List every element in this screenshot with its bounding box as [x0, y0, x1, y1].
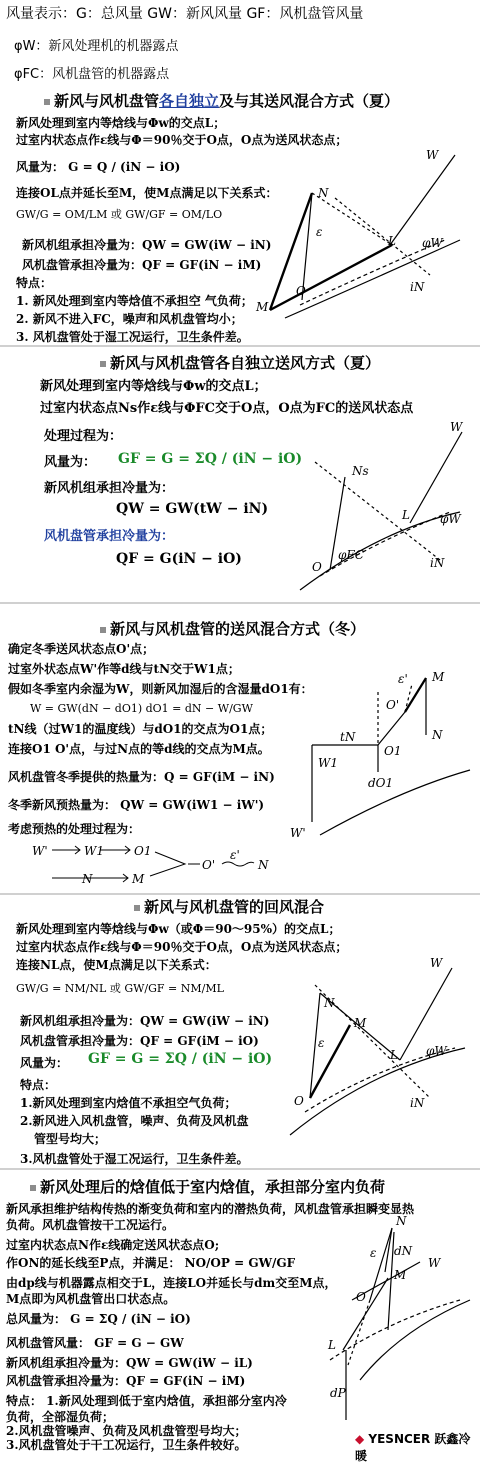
s4-label-L: L	[390, 1048, 398, 1062]
s1-line-3: 风量为： G = Q / (iN − iO)	[16, 160, 181, 174]
legend-line-2: φW：新风处理机的机器露点	[14, 39, 179, 54]
s5-line-4: 作ON的延长线至P点，并满足： NO/OP = GW/GF	[6, 1256, 296, 1270]
s3-label-epsp: ε'	[398, 672, 408, 686]
s4-label-W: W	[430, 956, 443, 970]
s5-curve	[360, 1300, 470, 1380]
s2-line-2: 过室内状态点Ns作ε线与ΦFC交于O点，O点为FC的送风状态点	[40, 401, 414, 416]
s4-line-12: 3.风机盘管处于湿工况运行，卫生条件差。	[20, 1152, 249, 1166]
flow-N: N	[82, 872, 93, 886]
s5-label-N: N	[396, 1214, 407, 1228]
s4-line-10: 2.新风进入风机盘管，噪声、负荷及风机盘	[20, 1114, 249, 1128]
s4-line-11: 管型号均大；	[34, 1132, 107, 1146]
s2-label-L: L	[402, 508, 410, 522]
flow-W1: W1	[84, 844, 104, 858]
s1-line-8: 特点：	[16, 276, 53, 290]
s2-line-4b: GF = G = ΣQ / (iN − iO)	[118, 451, 303, 467]
s5-line-6: M点即为风机盘管出口状态点。	[6, 1292, 176, 1306]
s5-line-ML	[343, 1278, 388, 1350]
s3-line-5: tN线（过W1的温度线）与dO1的交点为O1点；	[8, 722, 273, 736]
s2-line-1: 新风处理到室内等焓线与Φw的交点L；	[40, 379, 267, 394]
s5-line-OP	[348, 1300, 370, 1365]
s3-line-2: 过室外状态点W'作等d线与tN交于W1点；	[8, 662, 240, 676]
s2-label-O: O	[312, 560, 322, 574]
section-1-title-b[interactable]: 各自独立	[159, 92, 220, 110]
brand-logo: ◆ YESNCER 跃鑫冷暖	[355, 1432, 471, 1463]
s1-line-7: 风机盘管承担冷量为：QF = GF(iN − iM)	[22, 258, 262, 272]
section-2-title: 新风与风机盘管各自独立送风方式（夏）	[100, 354, 380, 372]
legend-line-3: φFC：风机盘管的机器露点	[14, 67, 170, 82]
s4-line-6: 风机盘管承担冷量为：QF = GF(iM − iO)	[20, 1034, 259, 1048]
s5-line-11: 特点： 1.新风处理到低于室内焓值，承担部分室内冷	[6, 1394, 287, 1408]
s3-line-7: 风机盘管冬季提供的热量为：Q = GF(iM − iN)	[8, 770, 275, 784]
s4-line-4: GW/G = NM/NL 或 GW/GF = NM/ML	[16, 982, 224, 995]
s1-line-11: 3. 风机盘管处于湿工况运行，卫生条件差。	[16, 330, 249, 344]
s4-label-eps: ε	[318, 1036, 325, 1050]
flow-Nend: N	[258, 858, 269, 872]
s3-label-Wp: W'	[290, 826, 306, 840]
s2-line-8: QF = G(iN − iO)	[116, 551, 242, 567]
s4-line-9: 1.新风处理到室内焓值不承担空气负荷；	[20, 1096, 237, 1110]
s1-line-6: 新风机组承担冷量为：QW = GW(iW − iN)	[22, 238, 272, 252]
s5-line-8: 风机盘管风量： GF = G − GW	[6, 1336, 184, 1350]
section-5-title: 新风处理后的焓值低于室内焓值，承担部分室内负荷	[30, 1178, 385, 1196]
s5-label-W: W	[428, 1256, 441, 1270]
s3-line-8: 冬季新风预热量为： QW = GW(iW1 − iW')	[8, 798, 265, 812]
section-1-title-c: 及与其送风混合方式（夏）	[219, 92, 400, 110]
flow-Op: O'	[202, 858, 216, 872]
s1-label-O: O	[296, 284, 306, 298]
s3-label-tN: tN	[340, 730, 356, 744]
s5-label-O: O	[356, 1290, 366, 1304]
s5-line-2: 负荷。风机盘管按干工况运行。	[6, 1218, 175, 1232]
s1-label-phiw: φW	[422, 236, 443, 250]
s1-line-9: 1. 新风处理到室内等焓值不承担空 气负荷；	[16, 294, 253, 308]
s4-label-iN: iN	[410, 1096, 425, 1110]
s2-line-6: QW = GW(tW − iN)	[116, 501, 269, 517]
s1-line-2: 过室内状态点作ε线与Φ＝90％交于O点，O点为送风状态点；	[16, 133, 348, 147]
s4-label-O: O	[294, 1094, 304, 1108]
s5-line-9: 新风机组承担冷量为：QW = GW(iW − iL)	[6, 1356, 253, 1370]
s1-label-W: W	[426, 148, 439, 162]
s5-line-N	[385, 1228, 392, 1272]
s4-label-phiw: φW	[426, 1044, 447, 1058]
s3-label-N: N	[432, 728, 443, 742]
s2-label-phiw: φW	[440, 512, 461, 526]
logo-mark-icon: ◆	[355, 1432, 365, 1446]
s2-label-Ns: Ns	[352, 464, 369, 478]
s5-line-1: 新风承担维护结构传热的渐变负荷和室内的潜热负荷，风机盘管承担瞬变显热	[6, 1202, 415, 1216]
s1-label-L: L	[388, 234, 396, 248]
flow-M: M	[132, 872, 145, 886]
s2-label-W: W	[450, 420, 463, 434]
s4-line-7a: 风量为：	[20, 1056, 69, 1070]
s1-line-10: 2. 新风不进入FC，噪声和风机盘管均小；	[16, 312, 243, 326]
legend-line-1: 风量表示：G：总风量 GW：新风风量 GF：风机盘管风量	[6, 6, 364, 22]
s3-line-1: 确定冬季送风状态点O'点；	[8, 642, 155, 656]
s1-line-1: 新风处理到室内等焓线与Φw的交点L；	[16, 116, 226, 130]
s4-label-M: M	[354, 1016, 367, 1030]
s3-label-O1: O1	[384, 744, 402, 758]
s4-line-8: 特点：	[20, 1078, 57, 1092]
s5-label-eps: ε	[370, 1246, 377, 1260]
flow-O1: O1	[134, 844, 152, 858]
s1-line-5: GW/G = OM/LM 或 GW/GF = OM/LO	[16, 208, 223, 221]
s3-label-dO1: dO1	[368, 776, 394, 790]
s3-line-6: 连接O1 O'点，与过N点的等d线的交点为M点。	[8, 742, 270, 756]
s2-label-phiFC: φFC	[338, 548, 364, 562]
s5-line-10: 风机盘管承担冷量为：QF = GF(iN − iM)	[6, 1374, 246, 1388]
flow-epsp: ε'	[230, 848, 240, 862]
s4-line-2: 过室内状态点作ε线与Φ＝90％交于O点，O点为送风状态点；	[16, 940, 348, 954]
s1-label-eps: ε	[316, 225, 323, 239]
s2-line-7: 风机盘管承担冷量为：	[44, 529, 175, 544]
s2-label-iN: iN	[430, 556, 445, 570]
s5-line-13: 2.风机盘管噪声、负荷及风机盘管型号均大；	[6, 1424, 247, 1438]
s1-line-4: 连接OL点并延长至M，使M点满足以下关系式：	[16, 186, 278, 200]
s5-curve-dashed	[330, 1300, 460, 1360]
s4-line-3: 连接NL点，使M点满足以下关系式：	[16, 958, 217, 972]
s1-label-iN: iN	[410, 280, 425, 294]
section-4-title: 新风与风机盘管的回风混合	[134, 898, 324, 916]
s3-label-M: M	[432, 670, 445, 684]
s5-label-dP: dP	[330, 1386, 346, 1400]
s3-line-9: 考虑预热的处理过程为：	[8, 822, 141, 836]
section-1-title-a: 新风与风机盘管	[54, 92, 160, 110]
s3-label-W1: W1	[318, 756, 338, 770]
s5-label-M: M	[394, 1268, 407, 1282]
s2-line-5: 新风机组承担冷量为：	[44, 481, 175, 496]
s2-line-3: 处理过程为：	[44, 429, 123, 444]
s3-line-4: W = GW(dN − dO1) dO1 = dN − W/GW	[30, 702, 253, 715]
s4-line-7b: GF = G = ΣQ / (iN − iO)	[88, 1051, 273, 1067]
s5-line-3: 过室内状态点N作ε线确定送风状态点O;	[6, 1238, 220, 1252]
s4-line-5: 新风机组承担冷量为：QW = GW(iW − iN)	[20, 1014, 270, 1028]
s5-line-12: 负荷，全部湿负荷；	[6, 1410, 115, 1424]
s3-line-3: 假如冬季室内余湿为W，则新风加湿后的含湿量dO1有：	[8, 682, 313, 696]
s5-label-L: L	[328, 1338, 336, 1352]
section-3-title: 新风与风机盘管的送风混合方式（冬）	[100, 620, 365, 638]
flow-Wp: W'	[32, 844, 48, 858]
s1-label-N: N	[318, 186, 329, 200]
s5-line-5: 由dp线与机器露点相交于L，连接LO并延长与dm交至M点，	[6, 1276, 337, 1290]
s4-line-1: 新风处理到室内等焓线与Φw（或Φ＝90～95%）的交点L；	[16, 922, 341, 936]
s4-label-N: N	[324, 996, 335, 1010]
s5-label-dN: dN	[394, 1244, 413, 1258]
s1-label-M: M	[256, 300, 269, 314]
s5-line-7: 总风量为： G = ΣQ / (iN − iO)	[6, 1312, 191, 1326]
s3-label-Op: O'	[386, 698, 400, 712]
s5-line-14: 3.风机盘管处于干工况运行，卫生条件较好。	[6, 1438, 247, 1452]
s2-line-4a: 风量为：	[44, 455, 97, 470]
